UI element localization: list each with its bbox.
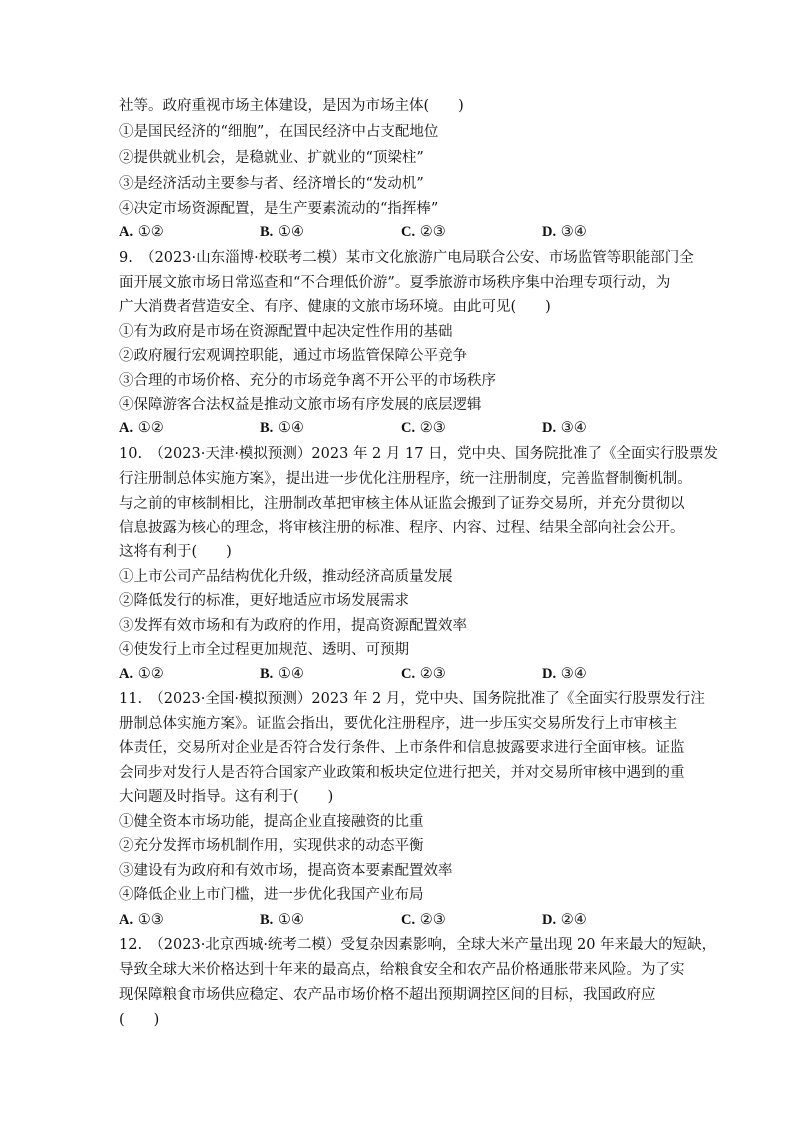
q8-option-b[interactable]: B. ①④ [260, 224, 304, 240]
q8-item-1: ①是国民经济的“细胞”，在国民经济中占支配地位 [119, 124, 439, 140]
q11-item-4: ④降低企业上市门槛，进一步优化我国产业布局 [119, 887, 424, 903]
q11-item-1: ①健全资本市场功能，提高企业直接融资的比重 [119, 814, 424, 830]
q8-option-d[interactable]: D. ③④ [542, 224, 587, 240]
q11-options [119, 910, 719, 930]
q11-stem-line-2: 册制总体实施方案》。证监会指出，要优化注册程序，进一步压实交易所发行上市审核主 [119, 716, 678, 732]
q11-stem-line-3: 体责任，交易所对企业是否符合发行条件、上市条件和信息披露要求进行全面审核。证监 [119, 740, 685, 756]
q10-stem-line-5: 这将有利于( ) [119, 544, 232, 560]
q8-item-4: ④决定市场资源配置，是生产要素流动的“指挥棒” [119, 201, 439, 217]
q10-option-c[interactable]: C. ②③ [401, 666, 446, 682]
q9-option-a[interactable]: A. ①② [119, 420, 164, 436]
q11-option-d[interactable]: D. ②④ [542, 912, 587, 928]
q9-stem-line-1: 9. （2023·山东淄博·校联考二模）某市文化旅游广电局联合公安、市场监管等职能部门全 [119, 250, 694, 266]
q10-item-3: ③发挥有效市场和有为政府的作用，提高资源配置效率 [119, 618, 467, 634]
q9-item-2: ②政府履行宏观调控职能，通过市场监管保障公平竞争 [119, 348, 467, 364]
q12-stem-line-4: ( ) [119, 1012, 160, 1028]
q10-option-b[interactable]: B. ①④ [260, 666, 304, 682]
q11-option-c[interactable]: C. ②③ [401, 912, 446, 928]
q9-item-1: ①有为政府是市场在资源配置中起决定性作用的基础 [119, 324, 453, 340]
q11-stem-line-1: 11. （2023·全国·模拟预测）2023 年 2 月，党中央、国务院批准了《全面实行股票发行注 [119, 691, 705, 707]
q11-item-3: ③建设有为政府和有效市场，提高资本要素配置效率 [119, 863, 453, 879]
q10-stem-line-2: 行注册制总体实施方案》，提出进一步优化注册程序，统一注册制度，完善监督制衡机制。 [119, 471, 692, 487]
q9-option-c[interactable]: C. ②③ [401, 420, 446, 436]
q8-item-3: ③是经济活动主要参与者、经济增长的“发动机” [119, 176, 424, 192]
q8-stem-tail: 社等。政府重视市场主体建设，是因为市场主体( ) [119, 98, 464, 114]
q9-option-b[interactable]: B. ①④ [260, 420, 304, 436]
q9-item-3: ③合理的市场价格、充分的市场竞争离不开公平的市场秩序 [119, 373, 496, 389]
q10-item-4: ④使发行上市全过程更加规范、透明、可预期 [119, 642, 409, 658]
q8-option-c[interactable]: C. ②③ [401, 224, 446, 240]
q10-stem-line-4: 信息披露为核心的理念，将审核注册的标准、程序、内容、过程、结果全部向社会公开。 [119, 520, 685, 536]
q9-option-d[interactable]: D. ③④ [542, 420, 587, 436]
q11-stem-line-4: 会同步对发行人是否符合国家产业政策和板块定位进行把关，并对交易所审核中遇到的重 [119, 765, 685, 781]
q10-stem-line-1: 10. （2023·天津·模拟预测）2023 年 2 月 17 日，党中央、国务院批准了《全面实行股票发 [119, 446, 719, 462]
q11-option-b[interactable]: B. ①④ [260, 912, 304, 928]
q11-item-2: ②充分发挥市场机制作用，实现供求的动态平衡 [119, 838, 424, 854]
q10-option-a[interactable]: A. ①② [119, 666, 164, 682]
q12-stem-line-3: 现保障粮食市场供应稳定、农产品市场价格不超出预期调控区间的目标，我国政府应 [119, 987, 656, 1003]
q11-stem-line-5: 大问题及时指导。这有利于( ) [119, 789, 334, 805]
q9-options [119, 418, 719, 438]
q10-item-1: ①上市公司产品结构优化升级，推动经济高质量发展 [119, 569, 453, 585]
q12-stem-line-2: 导致全球大米价格达到十年来的最高点，给粮食安全和农产品价格通胀带来风险。为了实 [119, 962, 685, 978]
q8-option-a[interactable]: A. ①② [119, 224, 164, 240]
q10-item-2: ②降低发行的标准，更好地适应市场发展需求 [119, 593, 409, 609]
q12-stem-line-1: 12. （2023·北京西城·统考二模）受复杂因素影响，全球大米产量出现 20 年来最大的短缺， [119, 937, 717, 953]
q11-option-a[interactable]: A. ①③ [119, 912, 164, 928]
q8-item-2: ②提供就业机会，是稳就业、扩就业的“顶梁柱” [119, 150, 424, 166]
q10-option-d[interactable]: D. ③④ [542, 666, 587, 682]
q9-stem-line-2: 面开展文旅市场日常巡查和“不合理低价游”。夏季旅游市场秩序集中治理专项行动，为 [119, 275, 671, 291]
q9-item-4: ④保障游客合法权益是推动文旅市场有序发展的底层逻辑 [119, 397, 482, 413]
q9-stem-line-3: 广大消费者营造安全、有序、健康的文旅市场环境。由此可见( ) [119, 299, 551, 315]
q10-options [119, 664, 719, 684]
q10-stem-line-3: 与之前的审核制相比，注册制改革把审核主体从证监会搬到了证券交易所，并充分贯彻以 [119, 496, 685, 512]
q8-options [119, 222, 719, 242]
